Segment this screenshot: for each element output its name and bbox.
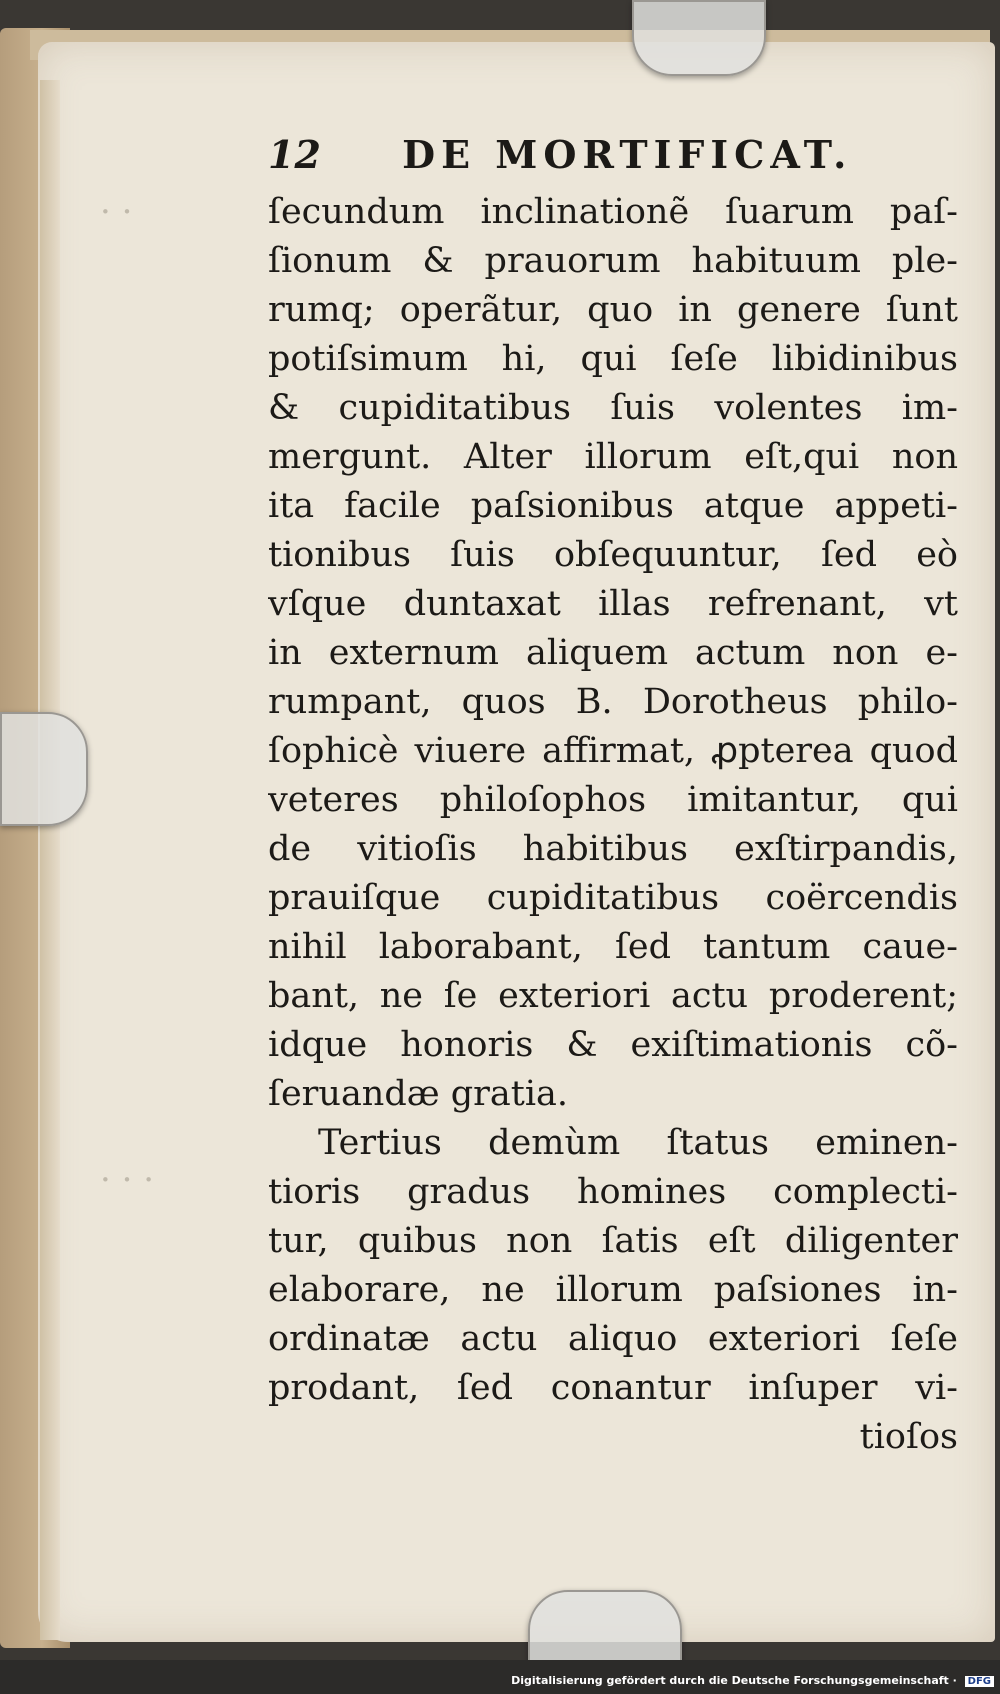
text-line: ſophicè viuere affirmat, ꝓpterea quod (268, 731, 958, 771)
running-title: DE MORTIFICAT. (402, 132, 853, 177)
text-line: de vitioſis habitibus exſtirpandis, (268, 829, 958, 869)
text-line: ſionum & prauorum habituum ple- (268, 241, 958, 281)
text-line: ita facile paſsionibus atque appeti- (268, 486, 958, 526)
digitization-credit (511, 1674, 994, 1687)
text-line: ſeruandæ gratia. (268, 1074, 569, 1114)
text-line: ordinatæ actu aliquo exteriori ſeſe (268, 1319, 958, 1359)
text-line: tionibus ſuis obſequuntur, ſed eò (268, 535, 958, 575)
catchword: tioſos (859, 1417, 958, 1457)
text-line: nihil laborabant, ſed tantum caue- (268, 927, 958, 967)
text-line: elaborare, ne illorum paſsiones in- (268, 1270, 958, 1310)
text-line: idque honoris & exiſtimationis cõ- (268, 1025, 958, 1065)
running-header (268, 132, 852, 177)
glass-clip-top (632, 0, 766, 76)
dfg-logo: DFG (965, 1676, 994, 1687)
page-body (268, 188, 958, 1462)
page-edge (40, 80, 60, 1640)
page-number: 12 (268, 132, 321, 177)
text-line: prodant, ſed conantur inſuper vi- (268, 1368, 958, 1408)
text-line: ſecundum inclinationẽ ſuarum paſ- (268, 192, 958, 232)
glass-clip-bottom (528, 1590, 682, 1660)
text-line: & cupiditatibus ſuis volentes im- (268, 388, 958, 428)
credit-text: Digitalisierung gefördert durch die Deutsche Forschungsgemeinschaft · (511, 1674, 957, 1687)
text-line: tioris gradus homines complecti- (268, 1172, 958, 1212)
text-line: veteres philoſophos imitantur, qui (268, 780, 958, 820)
text-line: vſque duntaxat illas refrenant, vt (268, 584, 958, 624)
show-through-text: · · (100, 192, 133, 232)
text-line: mergunt. Alter illorum eſt,qui non (268, 437, 958, 477)
text-line: rumpant, quos B. Dorotheus philo- (268, 682, 958, 722)
text-line: in externum aliquem actum non e- (268, 633, 958, 673)
text-line: potiſsimum hi, qui ſeſe libidinibus (268, 339, 958, 379)
text-line: tur, quibus non ſatis eſt diligenter (268, 1221, 958, 1261)
text-line: rumq; operãtur, quo in genere ſunt (268, 290, 958, 330)
glass-clip-left (0, 712, 88, 826)
text-line: bant, ne ſe exteriori actu proderent; (268, 976, 958, 1016)
text-line: Tertius demùm ſtatus eminen- (318, 1123, 958, 1163)
text-line: prauiſque cupiditatibus coërcendis (268, 878, 958, 918)
show-through-text: · · · (100, 1160, 155, 1200)
